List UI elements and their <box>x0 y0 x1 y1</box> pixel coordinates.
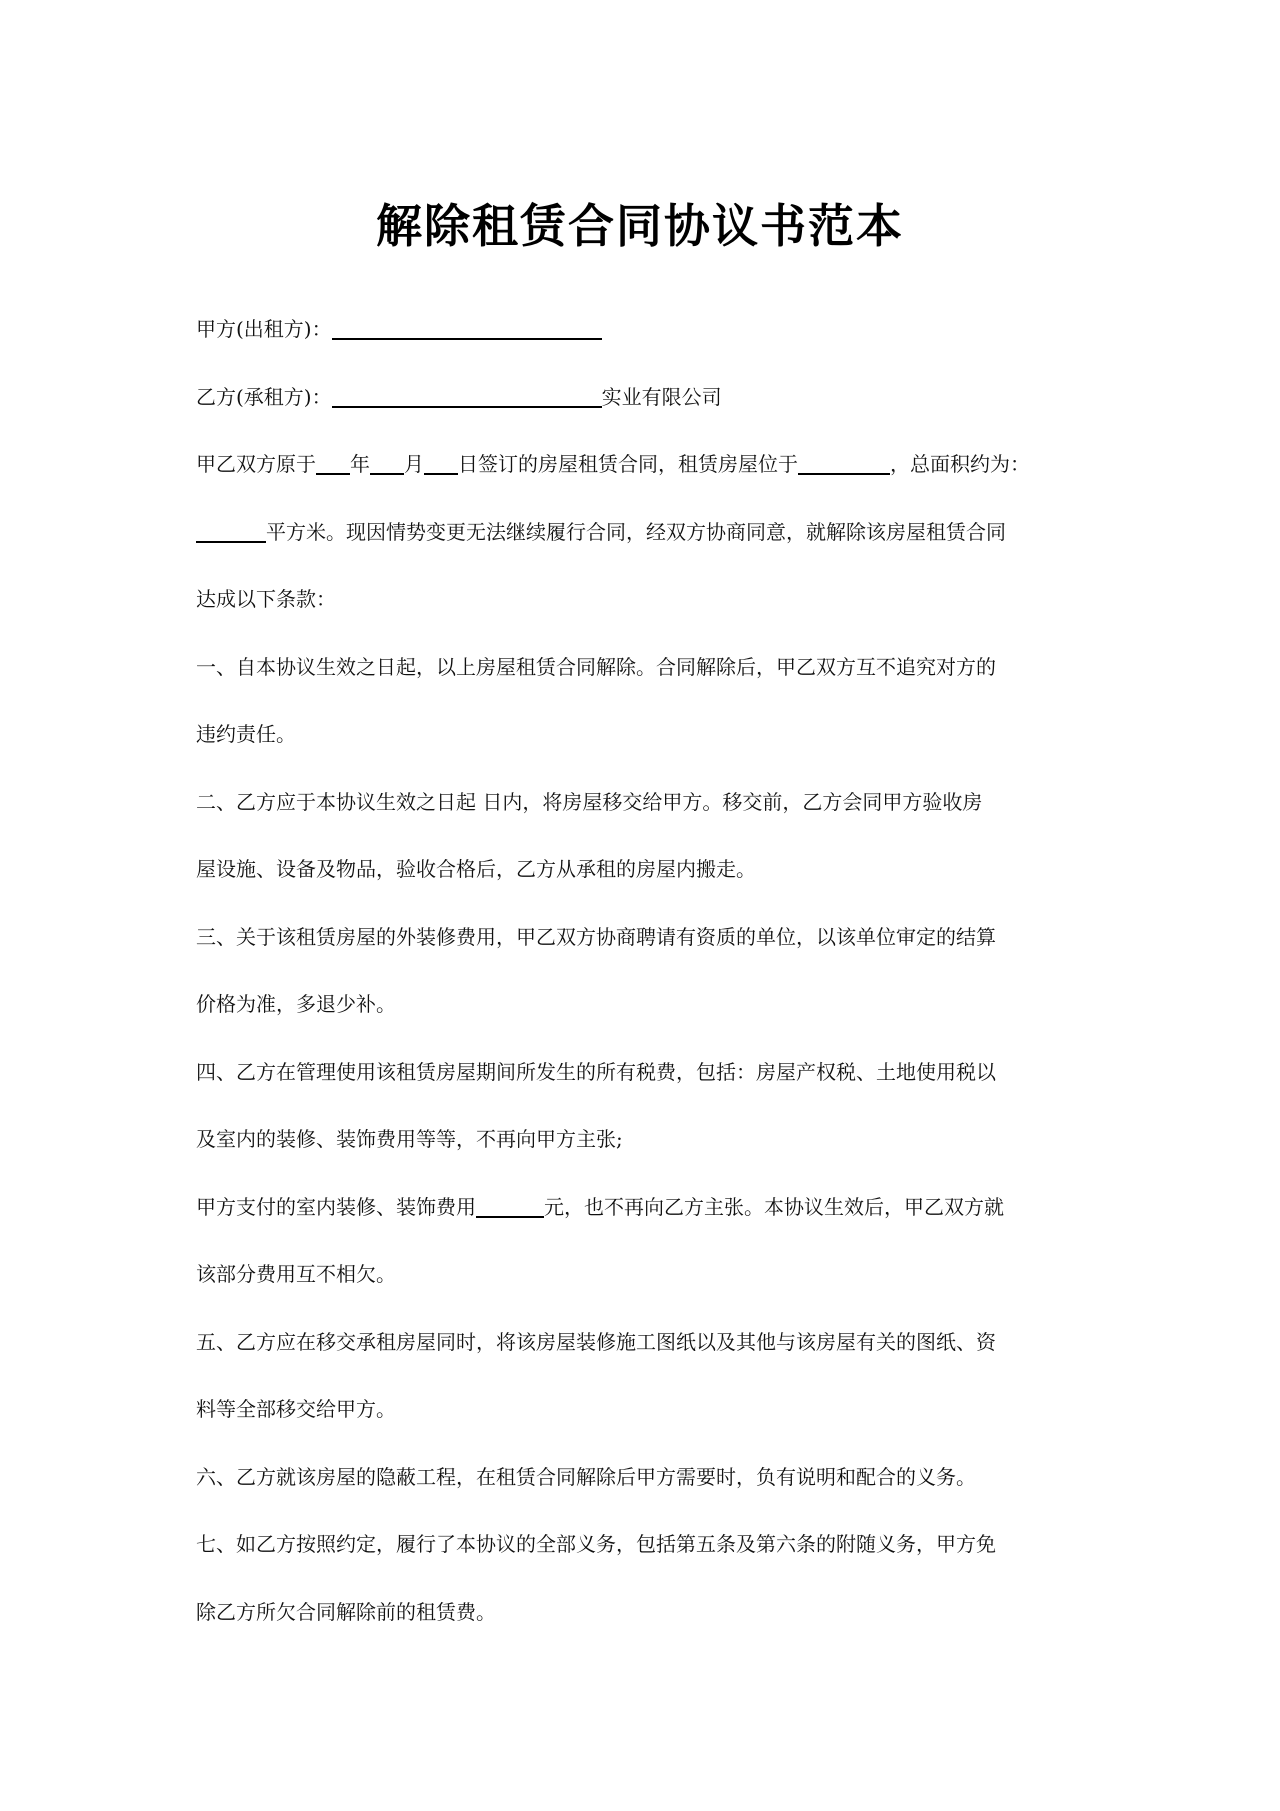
clause-2-line-1: 二、乙方应于本协议生效之日起 日内，将房屋移交给甲方。移交前，乙方会同甲方验收房 <box>196 789 983 814</box>
party-a-blank <box>332 316 602 340</box>
year-blank <box>316 451 350 475</box>
intro-text: 平方米。现因情势变更无法继续履行合同，经双方协商同意，就解除该房屋租赁合同 <box>266 519 1006 544</box>
intro-text: ，总面积约为： <box>890 452 1030 476</box>
party-a-line <box>196 296 1096 364</box>
intro-text: 日签订的房屋租赁合同，租赁房屋位于 <box>458 452 798 476</box>
month-label: 月 <box>404 452 424 476</box>
area-blank <box>196 519 266 543</box>
fee-clause-line-2: 该部分费用互不相欠。 <box>196 1262 396 1286</box>
clause-6-line-1: 六、乙方就该房屋的隐蔽工程，在租赁合同解除后甲方需要时，负有说明和配合的义务。 <box>196 1464 976 1489</box>
clause-1-line-1: 一、自本协议生效之日起，以上房屋租赁合同解除。合同解除后，甲乙双方互不追究对方的 <box>196 654 996 679</box>
clause-1-line-2: 违约责任。 <box>196 722 296 746</box>
intro-line-1 <box>196 431 1096 499</box>
clause-5-line-2: 料等全部移交给甲方。 <box>196 1397 396 1421</box>
intro-text: 甲乙双方原于 <box>196 452 316 476</box>
year-label: 年 <box>350 452 370 476</box>
clause-7-line-1: 七、如乙方按照约定，履行了本协议的全部义务，包括第五条及第六条的附随义务，甲方免 <box>196 1532 996 1556</box>
month-blank <box>370 451 404 475</box>
day-blank <box>424 451 458 475</box>
fee-clause-line-1 <box>196 1174 1096 1242</box>
clause-7-line-2: 除乙方所欠合同解除前的租赁费。 <box>196 1599 496 1624</box>
clause-3-line-1: 三、关于该租赁房屋的外装修费用，甲乙双方协商聘请有资质的单位，以该单位审定的结算 <box>196 924 996 949</box>
clause-2-line-2: 屋设施、设备及物品，验收合格后，乙方从承租的房屋内搬走。 <box>196 857 756 881</box>
party-a-label: 甲方(出租方)： <box>196 317 332 341</box>
location-blank <box>798 451 890 475</box>
clause-4-line-1: 四、乙方在管理使用该租赁房屋期间所发生的所有税费，包括：房屋产权税、土地使用税以 <box>196 1059 996 1084</box>
fee-blank <box>476 1194 544 1218</box>
fee-text: 甲方支付的室内装修、装饰费用 <box>196 1194 476 1219</box>
document-body <box>196 296 1096 1646</box>
clause-4-line-2: 及室内的装修、装饰费用等等，不再向甲方主张; <box>196 1127 623 1151</box>
document-title: 解除租赁合同协议书范本 <box>376 199 904 253</box>
clause-3-line-2: 价格为准，多退少补。 <box>196 992 396 1016</box>
fee-text: 元，也不再向乙方主张。本协议生效后，甲乙双方就 <box>544 1194 1004 1219</box>
party-b-blank <box>332 384 602 408</box>
intro-text: 达成以下条款： <box>196 587 336 611</box>
party-b-label: 乙方(承租方)： <box>196 384 332 409</box>
party-b-suffix: 实业有限公司 <box>601 384 722 409</box>
intro-line-2 <box>196 499 1096 567</box>
party-b-line <box>196 364 1096 432</box>
clause-5-line-1: 五、乙方应在移交承租房屋同时，将该房屋装修施工图纸以及其他与该房屋有关的图纸、资 <box>196 1329 996 1354</box>
intro-line-3 <box>196 566 1096 634</box>
